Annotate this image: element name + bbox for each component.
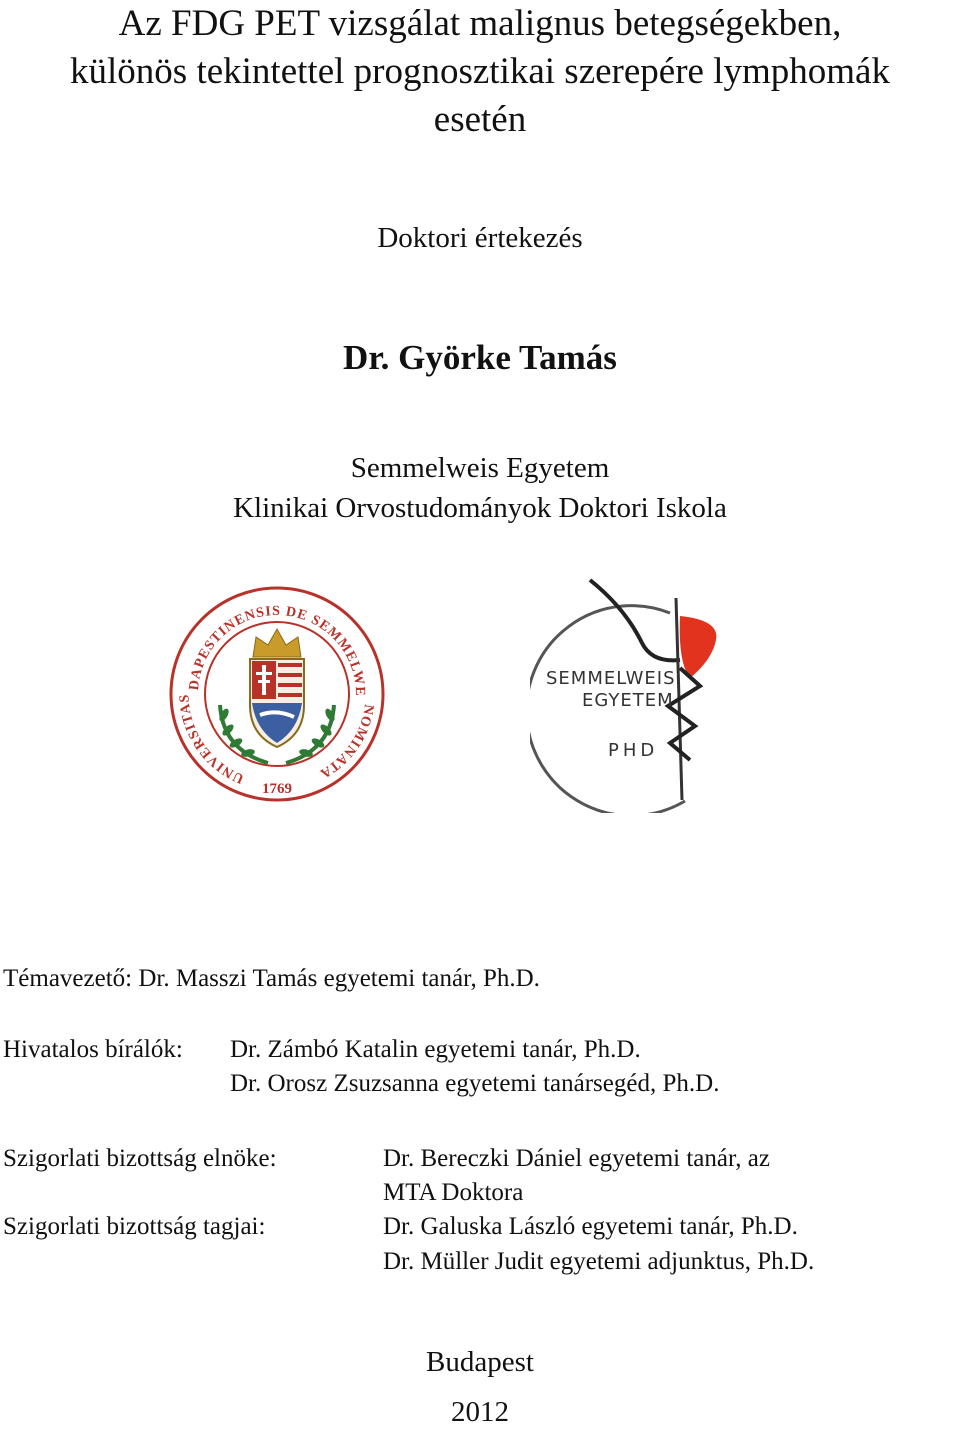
seal-year: 1769 — [262, 781, 292, 797]
reviewer-2: Dr. Orosz Zsuzsanna egyetemi tanársegéd, Ph.D. — [230, 1070, 720, 1097]
seal-left-text: UNIVERSITAS — [177, 693, 247, 786]
institution — [0, 448, 960, 528]
author-name: Dr. Györke Tamás — [343, 338, 617, 377]
city: Budapest — [426, 1346, 534, 1378]
committee-members-label: Szigorlati bizottság tagjai: — [3, 1213, 266, 1240]
reviewer-1: Dr. Zámbó Katalin egyetemi tanár, Ph.D. — [230, 1036, 641, 1063]
seal-top-text: DAPESTINENSIS DE SEMMELWE — [186, 603, 368, 697]
university-name: Semmelweis Egyetem — [350, 452, 610, 484]
title-line-3: esetén — [433, 99, 527, 140]
committee-chair-line-2: MTA Doktora — [383, 1179, 524, 1206]
logo-text-line-2: EGYETEM — [582, 690, 674, 711]
thesis-title — [0, 0, 960, 144]
committee-chair-line-1: Dr. Bereczki Dániel egyetemi tanár, az — [383, 1145, 770, 1172]
year: 2012 — [451, 1396, 509, 1428]
supervisor-value: Dr. Masszi Tamás egyetemi tanár, Ph.D. — [138, 965, 540, 992]
university-seal-icon — [168, 585, 386, 803]
logo-text-line-1: SEMMELWEIS — [546, 668, 676, 689]
committee-member-1: Dr. Galuska László egyetemi tanár, Ph.D. — [383, 1213, 798, 1240]
committee-member-2: Dr. Müller Judit egyetemi adjunktus, Ph.D. — [383, 1248, 815, 1275]
committee-chair-label: Szigorlati bizottság elnöke: — [3, 1145, 277, 1172]
document-type: Doktori értekezés — [377, 222, 583, 254]
logo-text-line-3: PHD — [608, 740, 659, 761]
title-line-1: Az FDG PET vizsgálat malignus betegségekben, — [118, 3, 842, 44]
seal-right-text: NOMINATA — [316, 703, 376, 782]
supervisor-row — [3, 965, 540, 993]
title-line-2: különös tekintettel prognosztikai szerepére lymphomák — [70, 51, 890, 92]
semmelweis-phd-logo-icon — [530, 568, 790, 813]
doctoral-school-name: Klinikai Orvostudományok Doktori Iskola — [233, 492, 727, 524]
reviewers-label: Hivatalos bírálók: — [3, 1036, 183, 1063]
supervisor-label: Témavezető: — [3, 965, 133, 992]
